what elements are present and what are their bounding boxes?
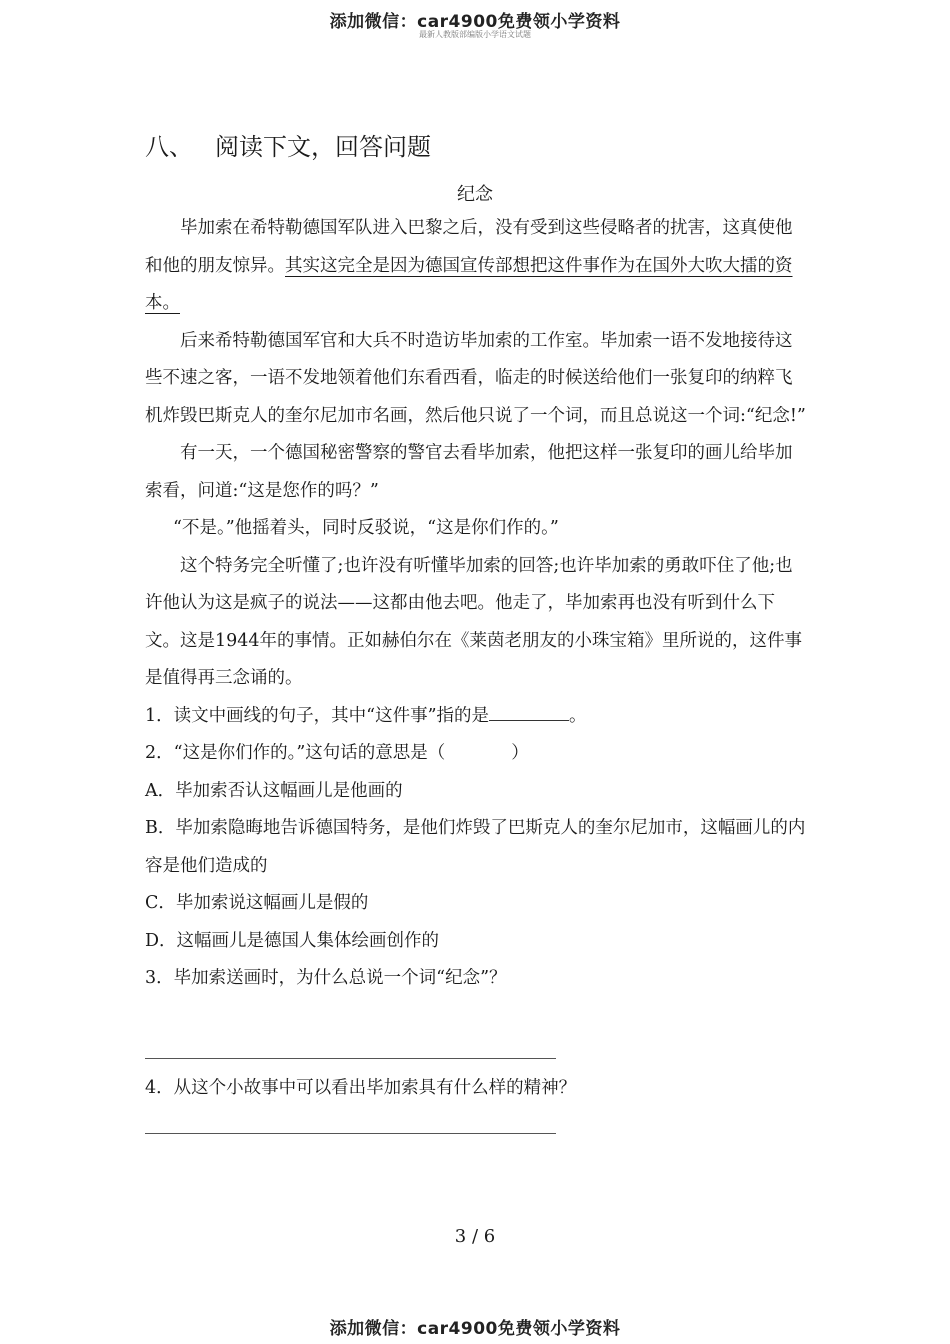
question-3: 3．毕加索送画时，为什么总说一个词“纪念”？ [145,968,507,988]
question-1-suffix: 。 [569,705,587,726]
option-d: D．这幅画儿是德国人集体绘画创作的 [145,930,440,951]
option-b: B．毕加索隐晦地告诉德国特务，是他们炸毁了巴斯克人的奎尔尼加市，这幅画儿的内容是他们造成的 [145,818,806,876]
paragraph-5: 这个特务完全听懂了;也许没有听懂毕加索的回答;也许毕加索的勇敢吓住了他;也许他认为这是疯子的说法——这都由他去吧。他走了，毕加索再也没有听到什么下文。这是1944年的事情。正如赫伯尔在《莱茵老朋友的小珠宝箱》里所说的，这件事是值得再三念诵的。 [145,555,803,688]
question-1 [145,698,807,736]
paragraph-4: “不是。”他摇着头，同时反驳说，“这是你们作的。” [173,518,559,538]
answer-line-q4[interactable] [145,1133,556,1134]
answer-blank[interactable] [489,702,569,721]
watermark-bottom: 添加微信：car4900免费领小学资料 [329,1319,621,1339]
paragraph-1-text: 毕加索在希特勒德国军队进入巴黎之后，没有受到这些侵略者的扰害，这真使他和他的朋友惊异。 [145,218,793,276]
page-number: 3 / 6 [454,1226,496,1247]
paragraph-1 [145,210,807,323]
question-2-text: 2．“这是你们作的。”这句话的意思是（ [145,743,446,763]
question-1-text: 1．读文中画线的句子，其中“这件事”指的是 [145,705,490,726]
question-4: 4．从这个小故事中可以看出毕加索具有什么样的精神？ [145,1078,577,1098]
option-a: A．毕加索否认这幅画儿是他画的 [145,780,403,801]
question-2-suffix: ） [511,743,529,763]
section-number: 八、 [145,133,193,161]
question-2 [145,735,807,773]
reading-passage [145,210,807,998]
paragraph-2: 后来希特勒德国军官和大兵不时造访毕加索的工作室。毕加索一语不发地接待这些不速之客，一语不发地领着他们东看西看，临走的时候送给他们一张复印的纳粹飞机炸毁巴斯克人的奎尔尼加市名画，然后他只说了一个词，而且总说这一个词:“纪念!” [145,330,806,426]
section-title: 阅读下文，回答问题 [215,133,431,161]
section-heading [145,127,431,162]
story-title: 纪念 [457,184,493,205]
answer-line-q3[interactable] [145,1058,556,1059]
header-small-text: 最新人教版部编版小学语文试题 [419,30,531,39]
option-c: C．毕加索说这幅画儿是假的 [145,893,369,913]
watermark-top: 添加微信：car4900免费领小学资料 [329,12,621,32]
paragraph-3: 有一天，一个德国秘密警察的警官去看毕加索，他把这样一张复印的画儿给毕加索看，问道:“这是您作的吗？” [145,443,793,501]
underlined-sentence: 其实这完全是因为德国宣传部想把这件事作为在国外大吹大擂的资本。 [145,255,793,313]
